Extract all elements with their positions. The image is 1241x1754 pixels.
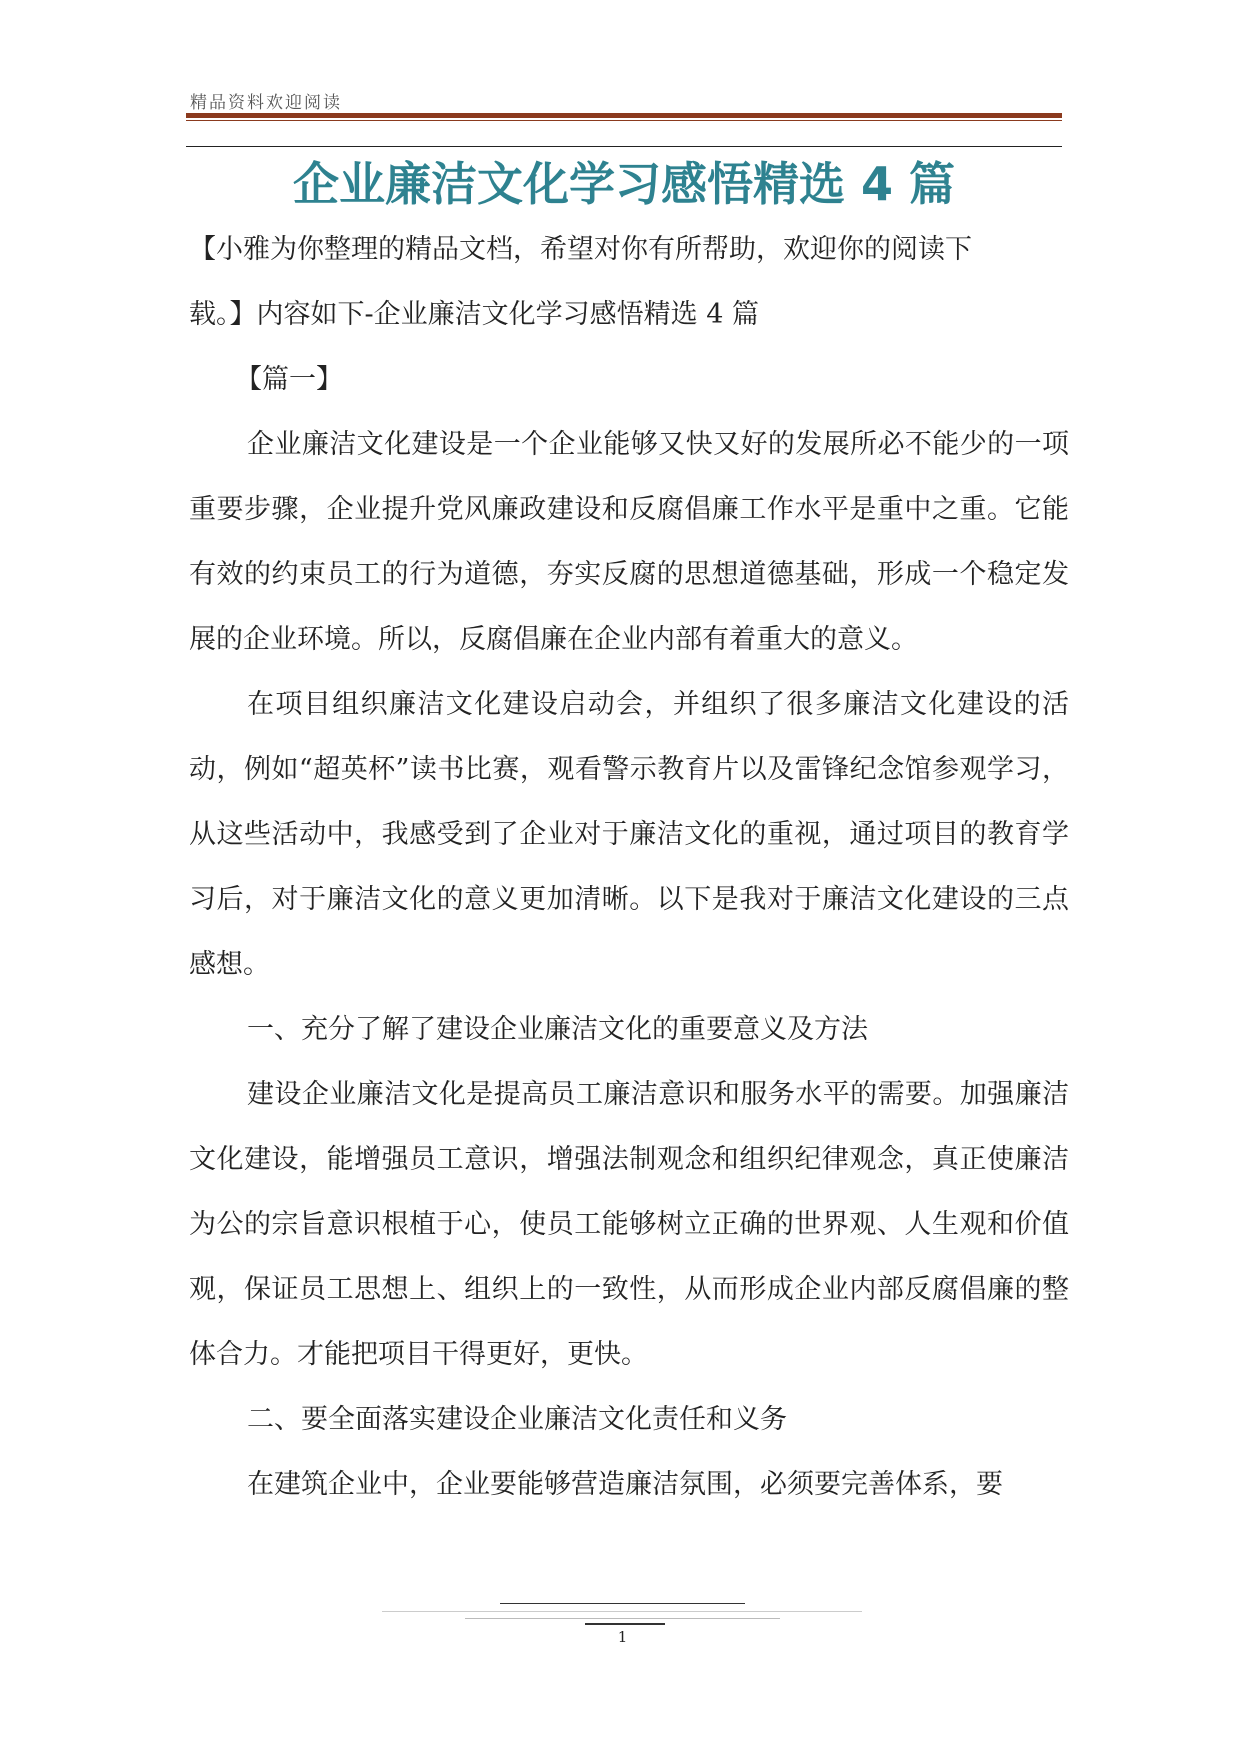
footer-rule-a (382, 1611, 862, 1612)
subheading-1: 一、充分了解了建设企业廉洁文化的重要意义及方法 (247, 1014, 868, 1045)
header-rule-black (186, 146, 1062, 147)
paragraph-3: 建设企业廉洁文化是提高员工廉洁意识和服务水平的需要。加强廉洁文化建设，能增强员工意识，增强法制观念和组织纪律观念，真正使廉洁为公的宗旨意识根植于心，使员工能够树立正确的世界观、人生观和价值观，保证员工思想上、组织上的一致性，从而形成企业内部反腐倡廉的整体合力。才能把项目干得更好，更快。 (189, 1079, 1069, 1370)
paragraph-4: 在建筑企业中，企业要能够营造廉洁氛围，必须要完善体系，要 (247, 1469, 1003, 1500)
paragraph-1: 企业廉洁文化建设是一个企业能够又快又好的发展所必不能少的一项重要步骤，企业提升党风廉政建设和反腐倡廉工作水平是重中之重。它能有效的约束员工的行为道德，夯实反腐的思想道德基础，形成一个稳定发展的企业环境。所以，反腐倡廉在企业内部有着重大的意义。 (189, 429, 1069, 655)
section-label: 【篇一】 (235, 364, 343, 395)
subheading-2: 二、要全面落实建设企业廉洁文化责任和义务 (247, 1404, 787, 1435)
page-number: 1 (617, 1628, 628, 1646)
document-title: 企业廉洁文化学习感悟精选 4 篇 (292, 157, 956, 211)
document-body (189, 217, 1069, 1517)
footer-rule-d (585, 1623, 665, 1625)
header-rule-thin (186, 120, 1062, 121)
footer-rule-c (465, 1618, 780, 1619)
intro-line-1: 【小雅为你整理的精品文档，希望对你有所帮助，欢迎你的阅读下 (189, 234, 972, 265)
paragraph-2: 在项目组织廉洁文化建设启动会，并组织了很多廉洁文化建设的活动，例如“超英杯”读书比赛，观看警示教育片以及雷锋纪念馆参观学习，从这些活动中，我感受到了企业对于廉洁文化的重视，通过项目的教育学习后，对于廉洁文化的意义更加清晰。以下是我对于廉洁文化建设的三点感想。 (189, 689, 1069, 980)
page-header-text: 精品资料欢迎阅读 (190, 93, 342, 113)
intro-line-2: 载。】内容如下-企业廉洁文化学习感悟精选 4 篇 (189, 299, 759, 330)
header-rule-thick (186, 113, 1062, 118)
footer-rule-b (500, 1603, 745, 1604)
